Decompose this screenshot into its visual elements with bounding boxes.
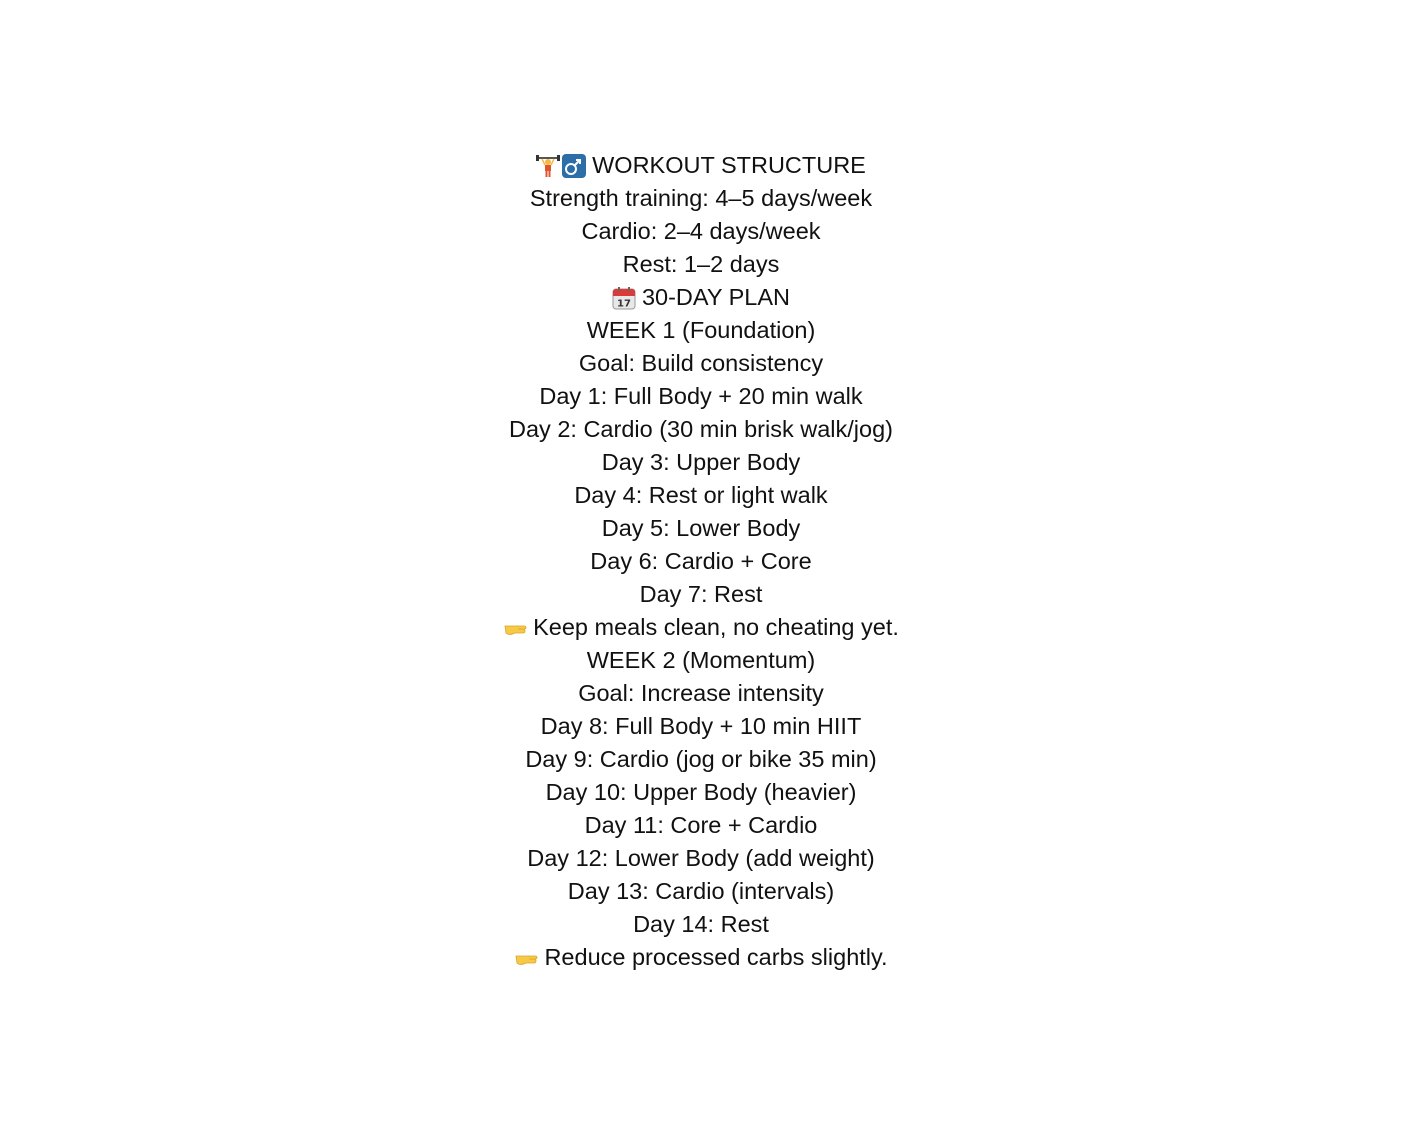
text-line — [0, 908, 1402, 941]
text-line — [0, 842, 1402, 875]
line-text: Day 10: Upper Body (heavier) — [545, 779, 857, 805]
pointing-hand-icon — [503, 616, 527, 640]
line-text: Goal: Increase intensity — [578, 680, 824, 706]
line-text: Day 1: Full Body + 20 min walk — [539, 383, 863, 409]
line-text: Goal: Build consistency — [578, 350, 824, 376]
line-text: Day 6: Cardio + Core — [590, 548, 812, 574]
text-line — [0, 512, 1402, 545]
pointing-hand-icon — [514, 946, 538, 970]
line-text: Day 2: Cardio (30 min brisk walk/jog) — [509, 416, 893, 442]
text-line — [0, 545, 1402, 578]
line-text: Day 13: Cardio (intervals) — [567, 878, 835, 904]
svg-text:17: 17 — [617, 298, 631, 309]
line-text: Day 5: Lower Body — [601, 515, 801, 541]
text-line — [0, 215, 1402, 248]
line-text: Day 9: Cardio (jog or bike 35 min) — [525, 746, 877, 772]
line-text: Day 3: Upper Body — [601, 449, 801, 475]
text-line — [0, 710, 1402, 743]
line-text: Day 11: Core + Cardio — [584, 812, 818, 838]
line-text: Day 8: Full Body + 10 min HIIT — [540, 713, 862, 739]
heading-30-day-plan — [0, 281, 1402, 314]
line-text: WEEK 2 (Momentum) — [586, 647, 816, 673]
text-line — [0, 875, 1402, 908]
line-text: Reduce processed carbs slightly. — [544, 944, 888, 970]
text-line — [0, 776, 1402, 809]
text-line — [0, 182, 1402, 215]
text-line — [0, 347, 1402, 380]
text-line — [0, 380, 1402, 413]
text-line — [0, 413, 1402, 446]
text-line — [0, 248, 1402, 281]
line-text: Strength training: 4–5 days/week — [529, 185, 873, 211]
heading-workout-structure — [0, 149, 1402, 182]
tip-line — [0, 941, 1402, 974]
text-line — [0, 809, 1402, 842]
calendar-icon — [612, 286, 636, 310]
tip-line — [0, 611, 1402, 644]
weightlifter-male-icon — [536, 154, 586, 178]
line-text: WEEK 1 (Foundation) — [586, 317, 816, 343]
text-line — [0, 677, 1402, 710]
line-text: Cardio: 2–4 days/week — [581, 218, 821, 244]
line-text: Day 7: Rest — [639, 581, 763, 607]
line-text: WORKOUT STRUCTURE — [592, 152, 866, 178]
line-text: Keep meals clean, no cheating yet. — [533, 614, 899, 640]
line-text: Day 4: Rest or light walk — [574, 482, 828, 508]
line-text: 30-DAY PLAN — [641, 284, 791, 310]
text-line — [0, 578, 1402, 611]
week-heading — [0, 644, 1402, 677]
week-heading — [0, 314, 1402, 347]
text-line — [0, 479, 1402, 512]
text-line — [0, 446, 1402, 479]
text-line — [0, 743, 1402, 776]
line-text: Day 12: Lower Body (add weight) — [527, 845, 875, 871]
workout-plan-document — [0, 149, 1402, 974]
line-text: Day 14: Rest — [633, 911, 769, 937]
line-text: Rest: 1–2 days — [622, 251, 780, 277]
